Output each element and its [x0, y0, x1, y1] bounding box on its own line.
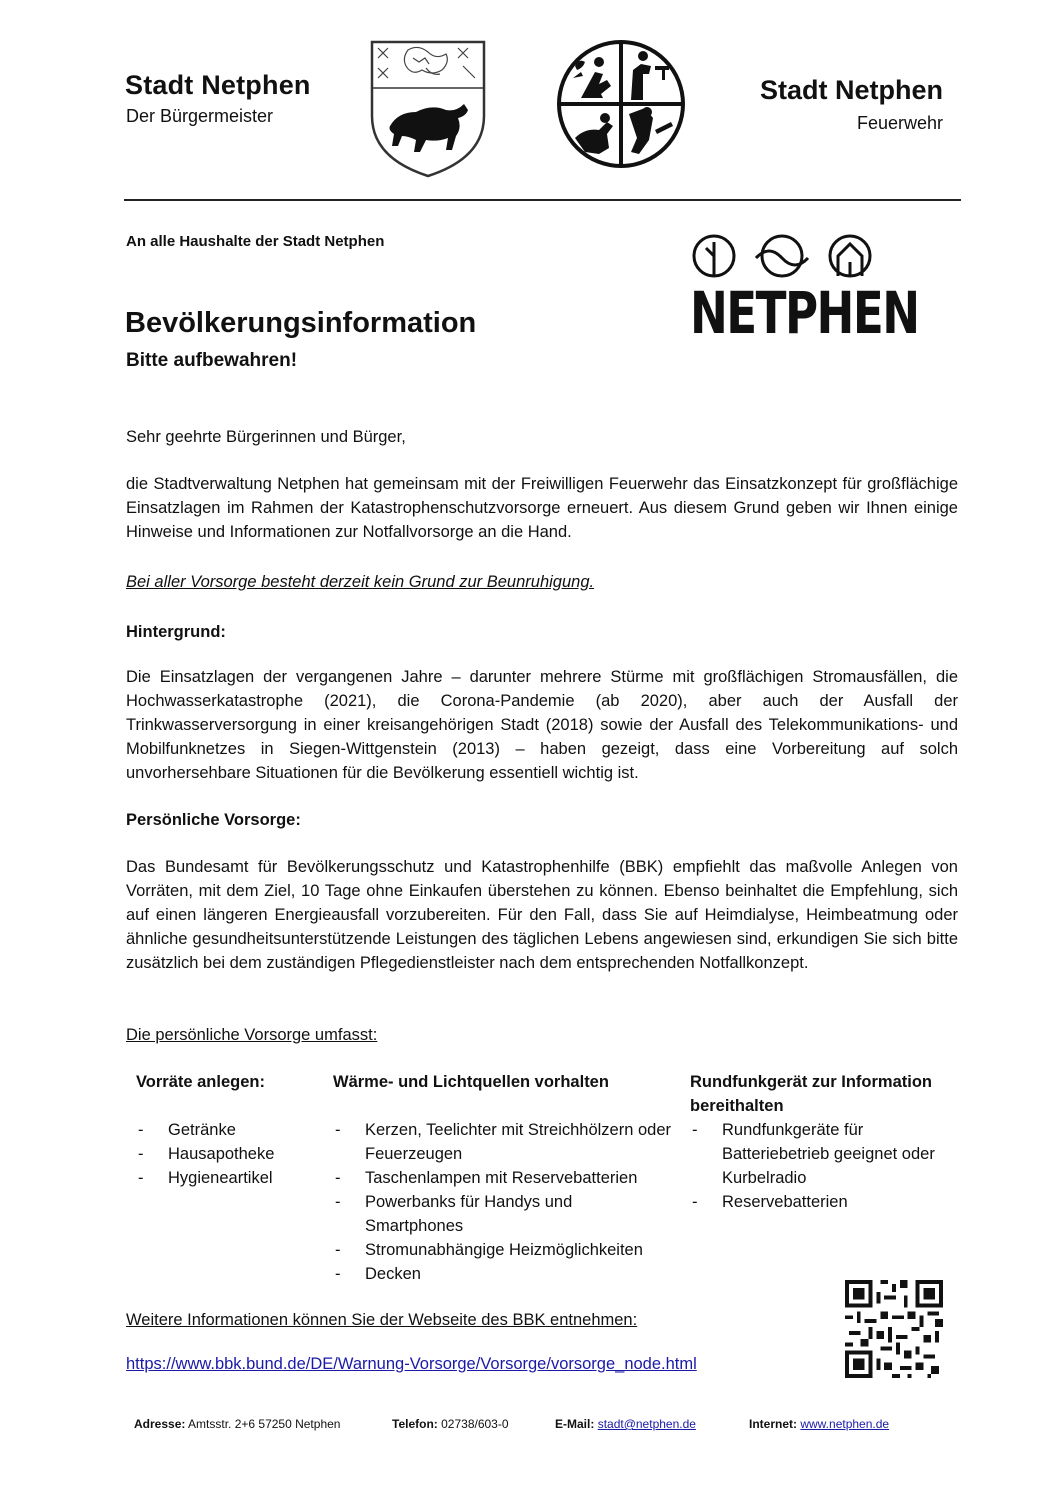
footer-internet [749, 1417, 889, 1431]
checklist-heading: Die persönliche Vorsorge umfasst: [126, 1026, 378, 1044]
list-item: - Hygieneartikel [136, 1166, 316, 1190]
checklist-column-radio [690, 1070, 960, 1214]
background-heading: Hintergrund: [126, 623, 226, 641]
netphen-logo-symbols-icon [690, 232, 876, 280]
city-coat-of-arms-icon [368, 38, 488, 180]
city-title-right: Stadt Netphen [759, 75, 943, 105]
recipient-line: An alle Haushalte der Stadt Netphen [126, 233, 385, 250]
header-divider [124, 199, 961, 201]
column-title: Rundfunkgerät zur Information bereithalten [690, 1073, 932, 1115]
column-title: Vorräte anlegen: [136, 1073, 265, 1091]
column-title: Wärme- und Lichtquellen vorhalten [333, 1073, 609, 1091]
list-item: - Rundfunkgeräte für Batteriebetrieb geeignet oder Kurbelradio [690, 1118, 960, 1190]
list-item: - Taschenlampen mit Reservebatterien [333, 1166, 673, 1190]
list-item: - Getränke [136, 1118, 316, 1142]
footer-address-label: Adresse: [134, 1417, 186, 1431]
footer-address-value: Amtsstr. 2+6 57250 Netphen [188, 1417, 341, 1431]
personal-heading: Persönliche Vorsorge: [126, 811, 301, 829]
list-item: - Stromunabhängige Heizmöglichkeiten [333, 1238, 673, 1262]
qr-code-icon [845, 1280, 943, 1378]
bbk-link[interactable]: https://www.bbk.bund.de/DE/Warnung-Vorsorge/Vorsorge/vorsorge_node.html [126, 1355, 697, 1373]
list-item: - Reservebatterien [690, 1190, 960, 1214]
reassurance-notice: Bei aller Vorsorge besteht derzeit kein Grund zur Beunruhigung. [126, 573, 595, 591]
mayor-label: Der Bürgermeister [126, 106, 274, 126]
personal-paragraph: Das Bundesamt für Bevölkerungsschutz und Katastrophenhilfe (BBK) empfiehlt das maßvolle Anlegen von Vorräten, mit dem Ziel, 10 Tage ohne Einkaufen überstehen zu können. Ebenso beinhaltet die Empfehlung, sich auf einen längeren Energieausfall vorzubereiten. Für den Fall, dass Sie auf Heimdialyse, Heimbeatmung oder ähnliche gesundheitsunterstützende Leistungen des täglichen Lebens angewiesen sind, erkundigen Sie sich bitte zusätzlich bei dem zuständigen Pflegedienstleister nach dem entsprechenden Notfallkonzept. [126, 858, 958, 972]
list-item: - Hausapotheke [136, 1142, 316, 1166]
footer-email [555, 1417, 696, 1431]
background-paragraph: Die Einsatzlagen der vergangenen Jahre – darunter mehrere Stürme mit großflächigen Stromausfällen, die Hochwasserkatastrophe (2021), die Corona-Pandemie (ab 2020), aber auch der Ausfall der Trinkwasserversorgung in einer kreisangehörigen Stadt (2018) sowie der Ausfall des Telekommunikations- und Mobilfunknetzes in Siegen-Wittgenstein (2013) – haben gezeigt, dass eine Vorbereitung auf solch unvorhersehbare Situationen für die Bevölkerung essentiell wichtig ist. [126, 668, 958, 782]
intro-paragraph: die Stadtverwaltung Netphen hat gemeinsam mit der Freiwilligen Feuerwehr das Einsatzkonzept für großflächige Einsatzlagen im Rahmen der Katastrophenschutzvorsorge erneuert. Aus diesem Grund geben wir Ihnen einige Hinweise und Informationen zur Notfallvorsorge an die Hand. [126, 475, 958, 541]
page-title: Bevölkerungsinformation [125, 307, 477, 339]
list-item: - Powerbanks für Handys und Smartphones [333, 1190, 673, 1238]
city-title-left: Stadt Netphen [125, 70, 311, 100]
footer-email-label: E-Mail: [555, 1417, 595, 1431]
footer-website-link[interactable]: www.netphen.de [800, 1417, 890, 1431]
checklist-column-heat-light [333, 1070, 673, 1286]
footer-internet-label: Internet: [749, 1417, 797, 1431]
footer-phone [392, 1417, 509, 1431]
list-item: - Kerzen, Teelichter mit Streichhölzern oder Feuerzeugen [333, 1118, 673, 1166]
netphen-logo-wordmark: NETPHEN [690, 279, 919, 347]
more-info-text: Weitere Informationen können Sie der Webseite des BBK entnehmen: [126, 1311, 638, 1329]
footer-phone-label: Telefon: [392, 1417, 438, 1431]
list-item: - Decken [333, 1262, 673, 1286]
checklist-column-supplies [136, 1070, 316, 1190]
greeting: Sehr geehrte Bürgerinnen und Bürger, [126, 428, 406, 446]
footer-address [134, 1417, 340, 1431]
page-subtitle: Bitte aufbewahren! [126, 350, 298, 371]
fire-department-label: Feuerwehr [856, 113, 943, 133]
fire-department-emblem-icon [555, 38, 687, 170]
footer-email-link[interactable]: stadt@netphen.de [597, 1417, 696, 1431]
footer-phone-value: 02738/603-0 [441, 1417, 509, 1431]
